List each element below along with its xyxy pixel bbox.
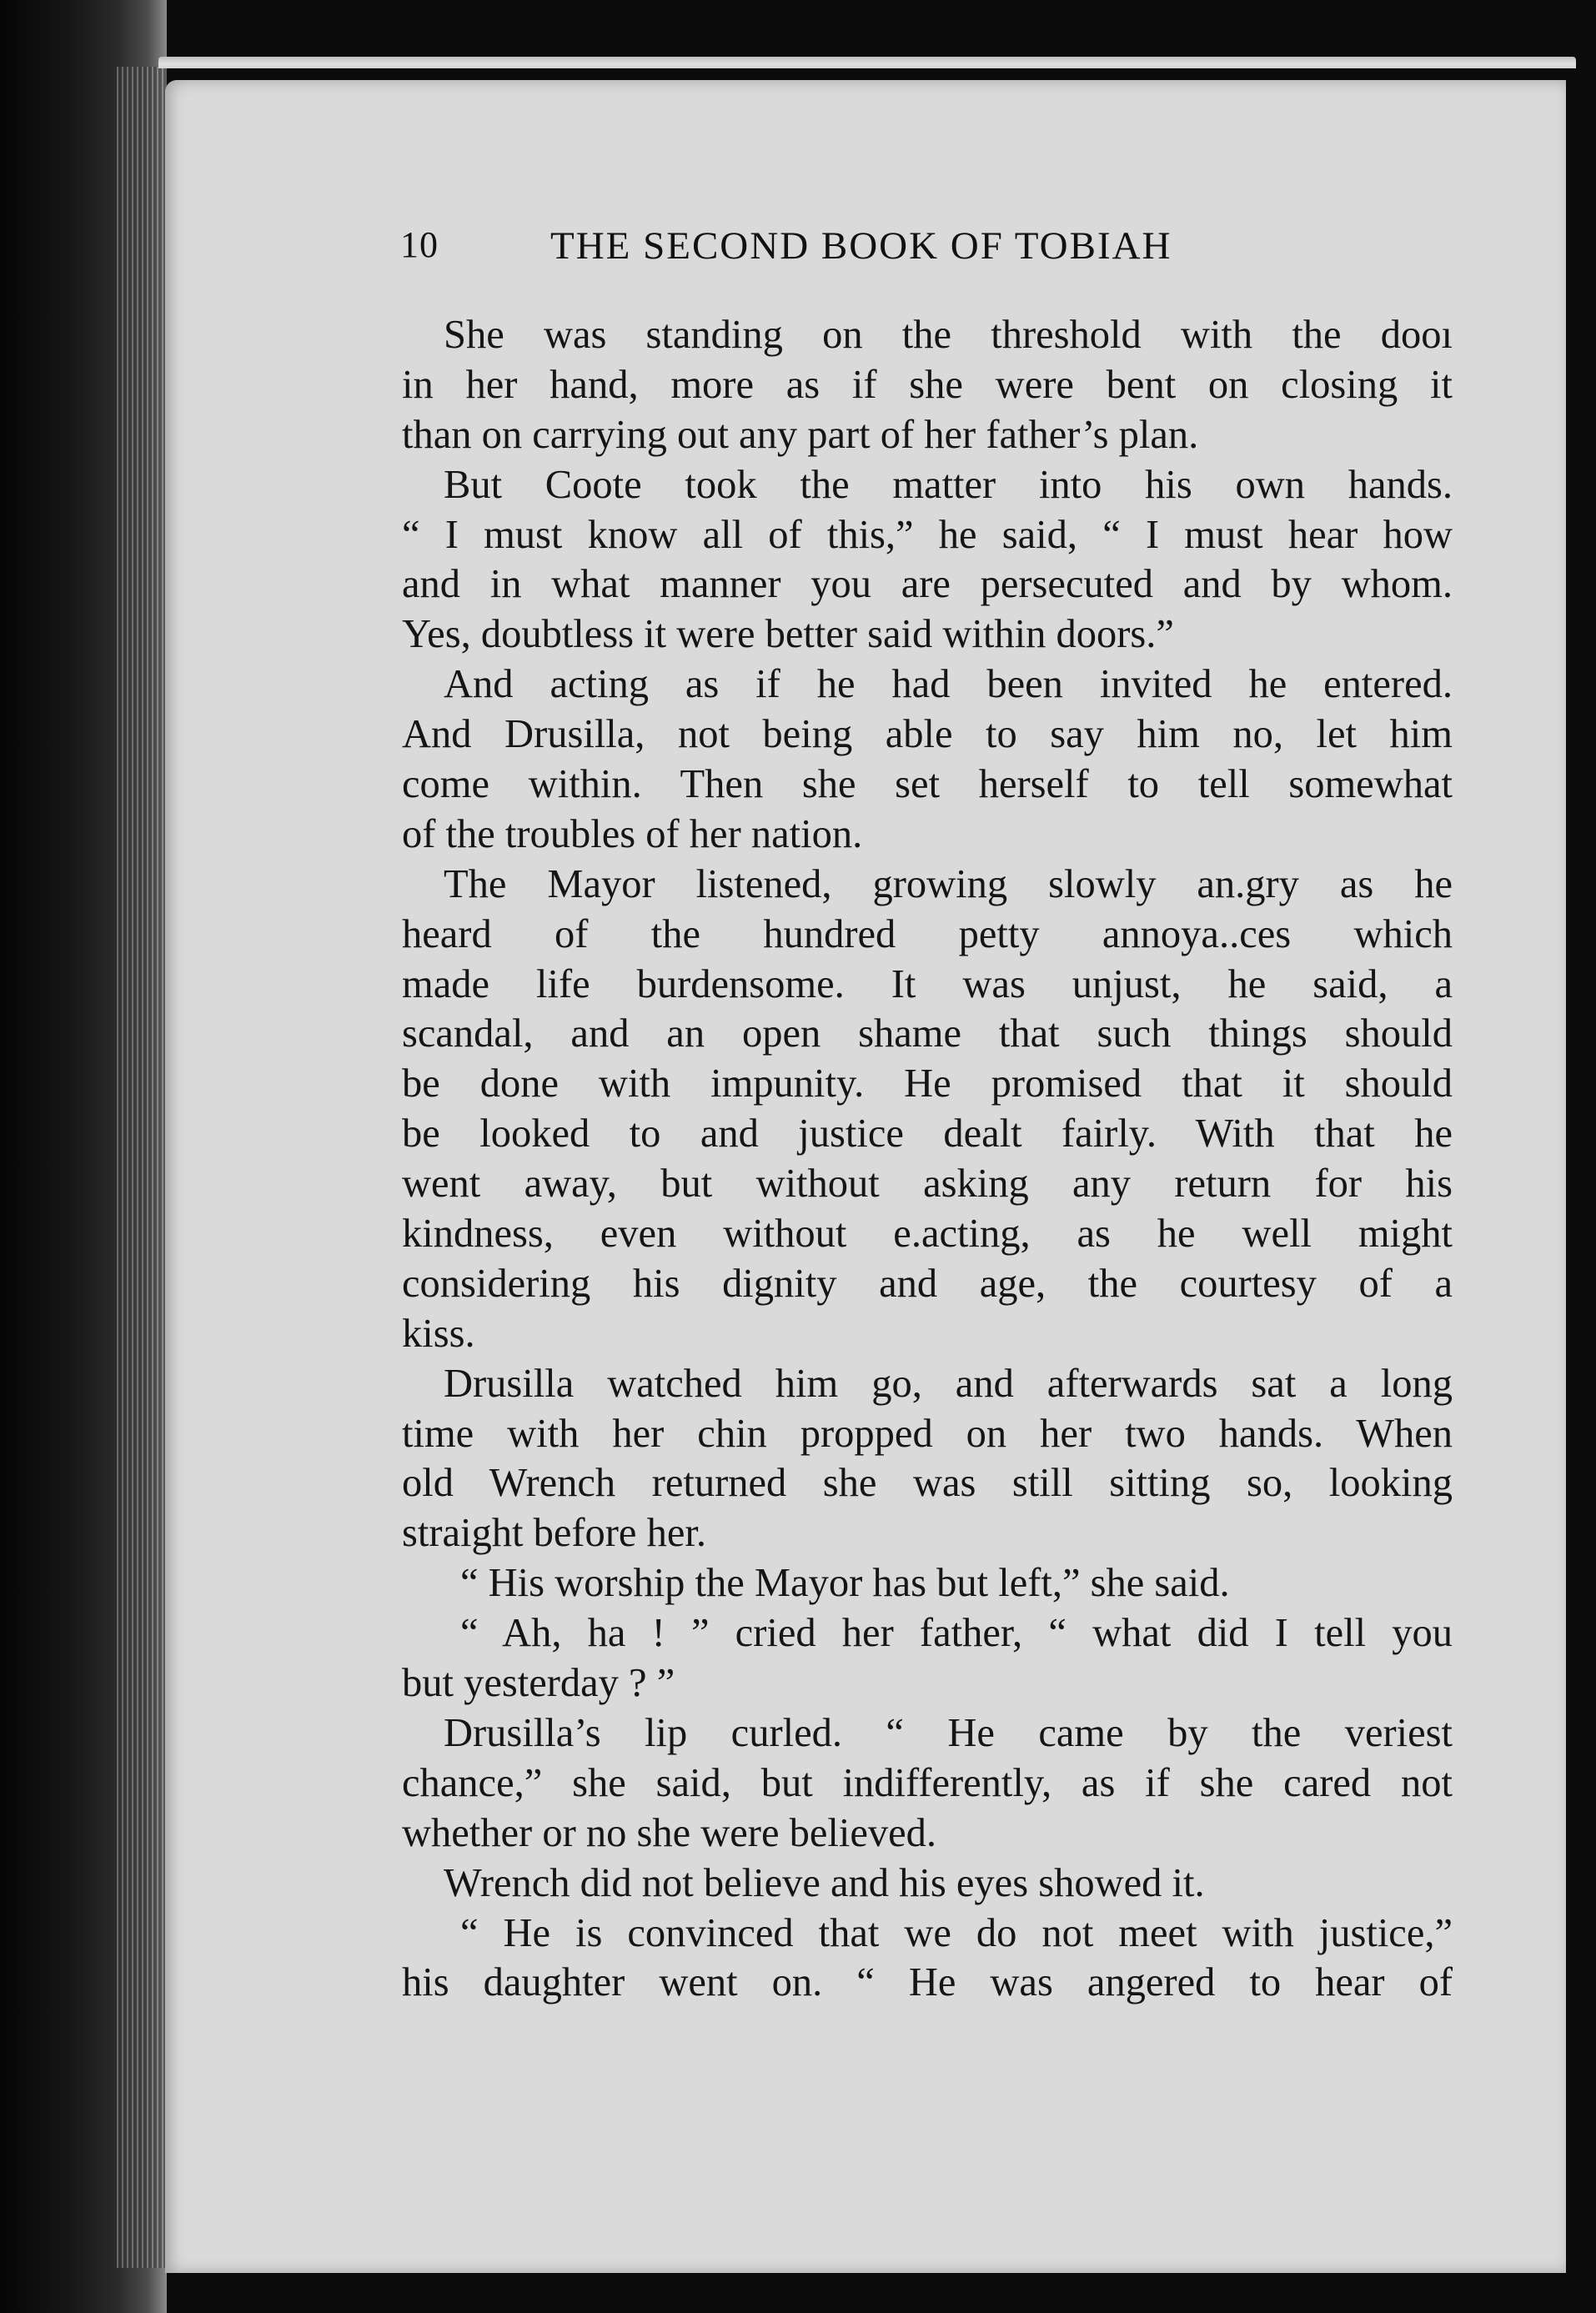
text-line: than on carrying out any part of her father’s plan. bbox=[402, 412, 1199, 457]
text-line: And Drusilla, not being able to say him no, let him bbox=[402, 712, 1453, 757]
text-line: time with her chin propped on her two hands. When bbox=[402, 1411, 1453, 1456]
text-line: in her hand, more as if she were bent on closing it bbox=[402, 362, 1453, 407]
book-top-edge bbox=[158, 57, 1576, 68]
text-line: chance,” she said, but indifferently, as if she cared not bbox=[402, 1760, 1453, 1805]
page-number: 10 bbox=[400, 224, 439, 265]
text-line: Drusilla’s lip curled. “ He came by the veriest bbox=[444, 1710, 1453, 1755]
running-title: THE SECOND BOOK OF TOBIAH bbox=[550, 224, 1172, 268]
text-line: Wrench did not believe and his eyes showed it. bbox=[444, 1860, 1205, 1905]
text-line: “ Ah, ha ! ” cried her father, “ what did I tell you bbox=[460, 1611, 1453, 1656]
text-line: and in what manner you are persecuted and by whom. bbox=[402, 562, 1453, 607]
text-line: kindness, even without e.acting, as he well might bbox=[402, 1212, 1453, 1257]
text-line: And acting as if he had been invited he entered. bbox=[444, 662, 1453, 707]
text-line: old Wrench returned she was still sitting so, looking bbox=[402, 1461, 1453, 1506]
text-line: come within. Then she set herself to tell somewhat bbox=[402, 762, 1453, 807]
text-line: of the troubles of her nation. bbox=[402, 811, 863, 856]
text-line: kiss. bbox=[402, 1311, 475, 1356]
text-line: “ His worship the Mayor has but left,” she said. bbox=[460, 1561, 1230, 1606]
text-line: made life burdensome. It was unjust, he said, a bbox=[402, 961, 1453, 1006]
page-body-text bbox=[402, 310, 1453, 2008]
text-line: Drusilla watched him go, and afterwards sat a long bbox=[444, 1361, 1453, 1406]
text-line: his daughter went on. “ He was angered to hear of bbox=[402, 1960, 1453, 2005]
text-line: “ He is convinced that we do not meet with justice,” bbox=[460, 1910, 1453, 1955]
page-header bbox=[400, 223, 1468, 282]
text-line: heard of the hundred petty annoya..ces which bbox=[402, 911, 1453, 956]
text-line: but yesterday ? ” bbox=[402, 1661, 675, 1706]
text-line: went away, but without asking any return for his bbox=[402, 1162, 1453, 1207]
text-line: Yes, doubtless it were better said within doors.” bbox=[402, 612, 1174, 657]
text-line: “ I must know all of this,” he said, “ I must hear how bbox=[402, 512, 1453, 557]
text-line: be looked to and justice dealt fairly. With that he bbox=[402, 1111, 1453, 1156]
text-line: She was standing on the threshold with the dooı bbox=[444, 313, 1453, 357]
text-line: scandal, and an open shame that such things should bbox=[402, 1011, 1453, 1056]
text-line: be done with impunity. He promised that it should bbox=[402, 1061, 1453, 1106]
text-line: straight before her. bbox=[402, 1511, 706, 1556]
text-line: The Mayor listened, growing slowly an.gry as he bbox=[444, 861, 1453, 906]
text-line: whether or no she were believed. bbox=[402, 1810, 937, 1855]
page-stack-edges bbox=[117, 67, 167, 2268]
text-line: considering his dignity and age, the courtesy of a bbox=[402, 1261, 1453, 1306]
text-line: But Coote took the matter into his own hands. bbox=[444, 462, 1453, 507]
